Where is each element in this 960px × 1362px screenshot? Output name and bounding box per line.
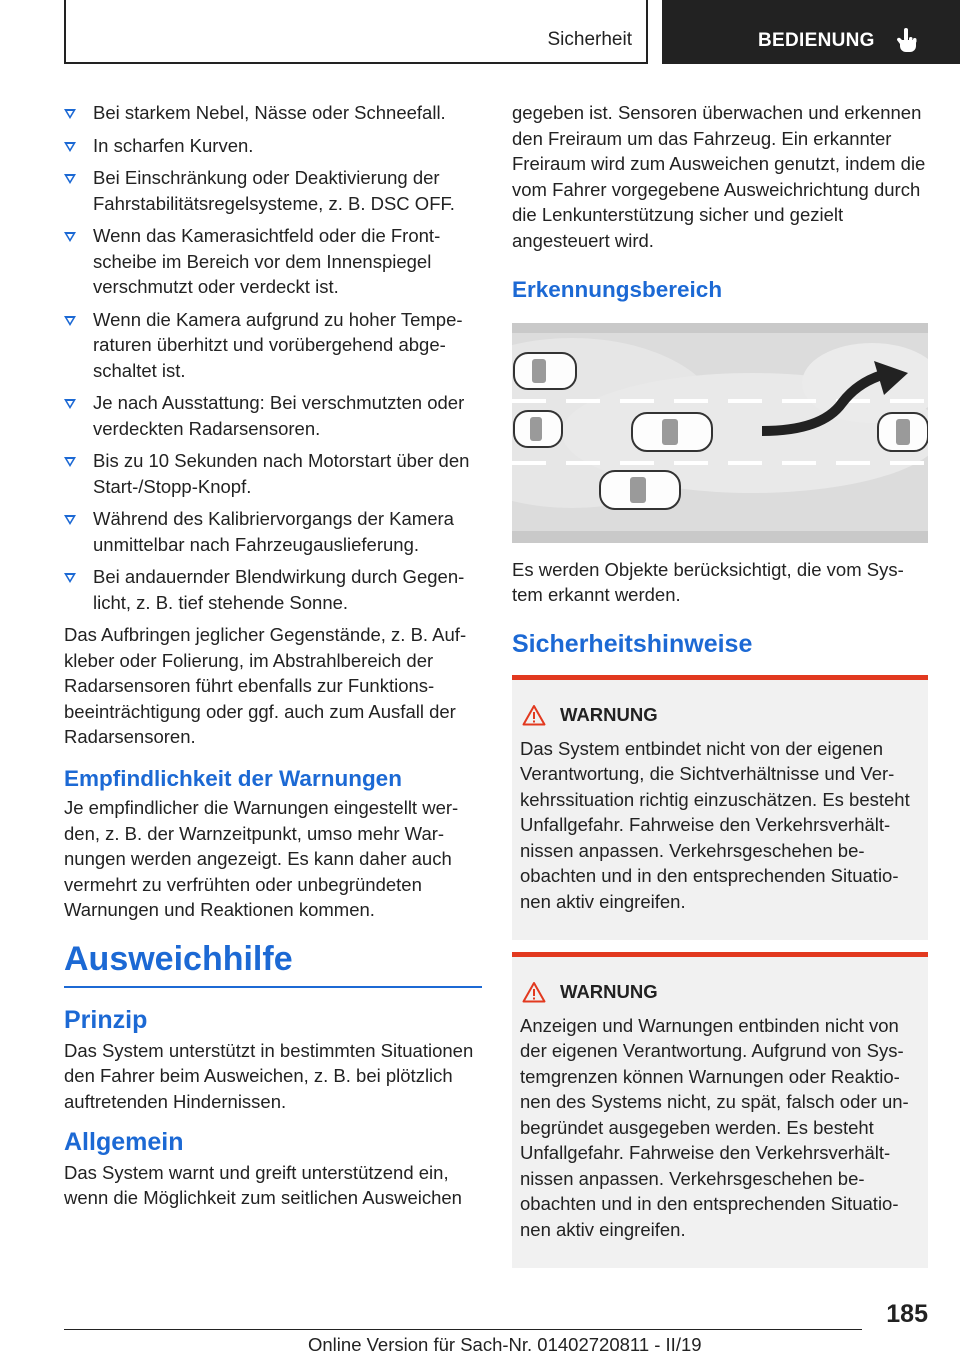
list-item: Bis zu 10 Sekunden nach Motorstart über den Start-/Stopp-Knopf. bbox=[64, 448, 482, 499]
footer-version-text: Online Version für Sach-Nr. 01402720811 - II/19 bbox=[308, 1334, 702, 1355]
footer-divider bbox=[64, 1329, 862, 1330]
bullet-triangle-icon bbox=[64, 316, 76, 326]
header-chapter-box bbox=[662, 0, 960, 64]
hand-pointer-icon bbox=[894, 26, 922, 54]
warning-header bbox=[520, 702, 921, 728]
warning-box bbox=[512, 675, 928, 940]
bullet-triangle-icon bbox=[64, 142, 76, 152]
bullet-triangle-icon bbox=[64, 573, 76, 583]
warning-text: Anzeigen und Warnungen entbinden nicht von der eigenen Verantwortung. Aufgrund von Systemgrenzen können Warnungen oder Reaktionen des Systems nicht, zu spät, falsch oder unbegründet ausgegeben werden. Es besteht Unfallgefahr. Fahrweise den Verkehrsverhältnissen anpassen. Verkehrsgeschehen beobachten und in den entsprechenden Situationen aktiv eingreifen. bbox=[520, 1014, 909, 1240]
list-item: Bei andauernder Blendwirkung durch Gegenlicht, z. B. tief stehende Sonne. bbox=[64, 564, 482, 615]
warning-header bbox=[520, 979, 921, 1005]
warning-triangle-icon bbox=[522, 981, 546, 1003]
warning-box bbox=[512, 952, 928, 1268]
list-item: Wenn die Kamera aufgrund zu hoher Temperaturen überhitzt und vorübergehend abgeschaltet ist. bbox=[64, 307, 482, 384]
header-section-title: Sicherheit bbox=[547, 29, 632, 50]
bullet-triangle-icon bbox=[64, 515, 76, 525]
paragraph-continued: gegeben ist. Sensoren überwachen und erkennen den Freiraum um das Fahrzeug. Ein erkannter Freiraum wird zum Ausweichen genutzt, indem die vom Fahrer vorgegebene Ausweichrichtung durch die Lenkunterstützung sicher und gezielt angesteuert wird. bbox=[512, 102, 926, 251]
heading-divider bbox=[64, 986, 482, 988]
road-scene-graphic bbox=[512, 323, 928, 543]
condition-list bbox=[64, 100, 482, 615]
warning-triangle-icon bbox=[522, 704, 546, 726]
bullet-triangle-icon bbox=[64, 399, 76, 409]
heading-main: Ausweichhilfe bbox=[64, 939, 293, 978]
bullet-triangle-icon bbox=[64, 457, 76, 467]
list-item: Bei starkem Nebel, Nässe oder Schneefall. bbox=[64, 100, 482, 126]
page-number: 185 bbox=[886, 1300, 928, 1328]
list-item: Bei Einschränkung oder Deaktivierung der Fahrstabilitätsregelsysteme, z. B. DSC OFF. bbox=[64, 165, 482, 216]
right-column bbox=[512, 100, 928, 1268]
heading-general: Allgemein bbox=[64, 1128, 184, 1156]
warning-text: Das System entbindet nicht von der eigenen Verantwortung, die Sichtverhältnisse und Verkehrssituation richtig einzuschätzen. Es besteht Unfallgefahr. Fahrweise den Verkehrsverhältnissen anpassen. Verkehrsgeschehen beobachten und in den entsprechenden Situationen aktiv eingreifen. bbox=[520, 737, 910, 912]
list-item: Wenn das Kamerasichtfeld oder die Frontscheibe im Bereich vor dem Innenspiegel verschmutzt oder verdeckt ist. bbox=[64, 223, 482, 300]
warning-title: WARNUNG bbox=[560, 704, 658, 725]
detection-area-illustration bbox=[512, 323, 928, 543]
bullet-triangle-icon bbox=[64, 174, 76, 184]
header-section-box bbox=[64, 0, 648, 64]
header-chapter-title: BEDIENUNG bbox=[758, 30, 875, 51]
heading-sensitivity: Empfindlichkeit der Warnungen bbox=[64, 765, 402, 791]
list-item: Je nach Ausstattung: Bei verschmutzten oder verdeckten Radarsensoren. bbox=[64, 390, 482, 441]
paragraph-general: Das System warnt und greift unterstützend ein, wenn die Möglichkeit zum seitlichen Ausweichen bbox=[64, 1161, 462, 1208]
list-item: In scharfen Kurven. bbox=[64, 133, 482, 159]
figure-caption: Es werden Objekte berücksichtigt, die vom System erkannt werden. bbox=[512, 558, 904, 605]
left-column bbox=[64, 100, 482, 1211]
paragraph-attachments: Das Aufbringen jeglicher Gegenstände, z. B. Aufkleber oder Folierung, im Abstrahlbereich der Radarsensoren führt ebenfalls zur Funktionsbeeinträchtigung oder ggf. auch zum Ausfall der Radarsensoren. bbox=[64, 624, 467, 747]
paragraph-sensitivity: Je empfindlicher die Warnungen eingestellt werden, z. B. der Warnzeitpunkt, umso mehr Warnungen werden angezeigt. Es kann daher auch vermehrt zu verfrühten oder unbegründeten Warnungen und Reaktionen kommen. bbox=[64, 797, 459, 920]
warning-title: WARNUNG bbox=[560, 981, 658, 1002]
bullet-triangle-icon bbox=[64, 109, 76, 119]
bullet-triangle-icon bbox=[64, 232, 76, 242]
paragraph-principle: Das System unterstützt in bestimmten Situationen den Fahrer beim Ausweichen, z. B. bei plötzlich auftretenden Hindernissen. bbox=[64, 1039, 474, 1112]
heading-principle: Prinzip bbox=[64, 1006, 148, 1034]
list-item: Während des Kalibriervorgangs der Kamera unmittelbar nach Fahrzeugauslieferung. bbox=[64, 506, 482, 557]
heading-detection: Erkennungsbereich bbox=[512, 277, 723, 302]
heading-safety: Sicherheitshinweise bbox=[512, 629, 753, 658]
